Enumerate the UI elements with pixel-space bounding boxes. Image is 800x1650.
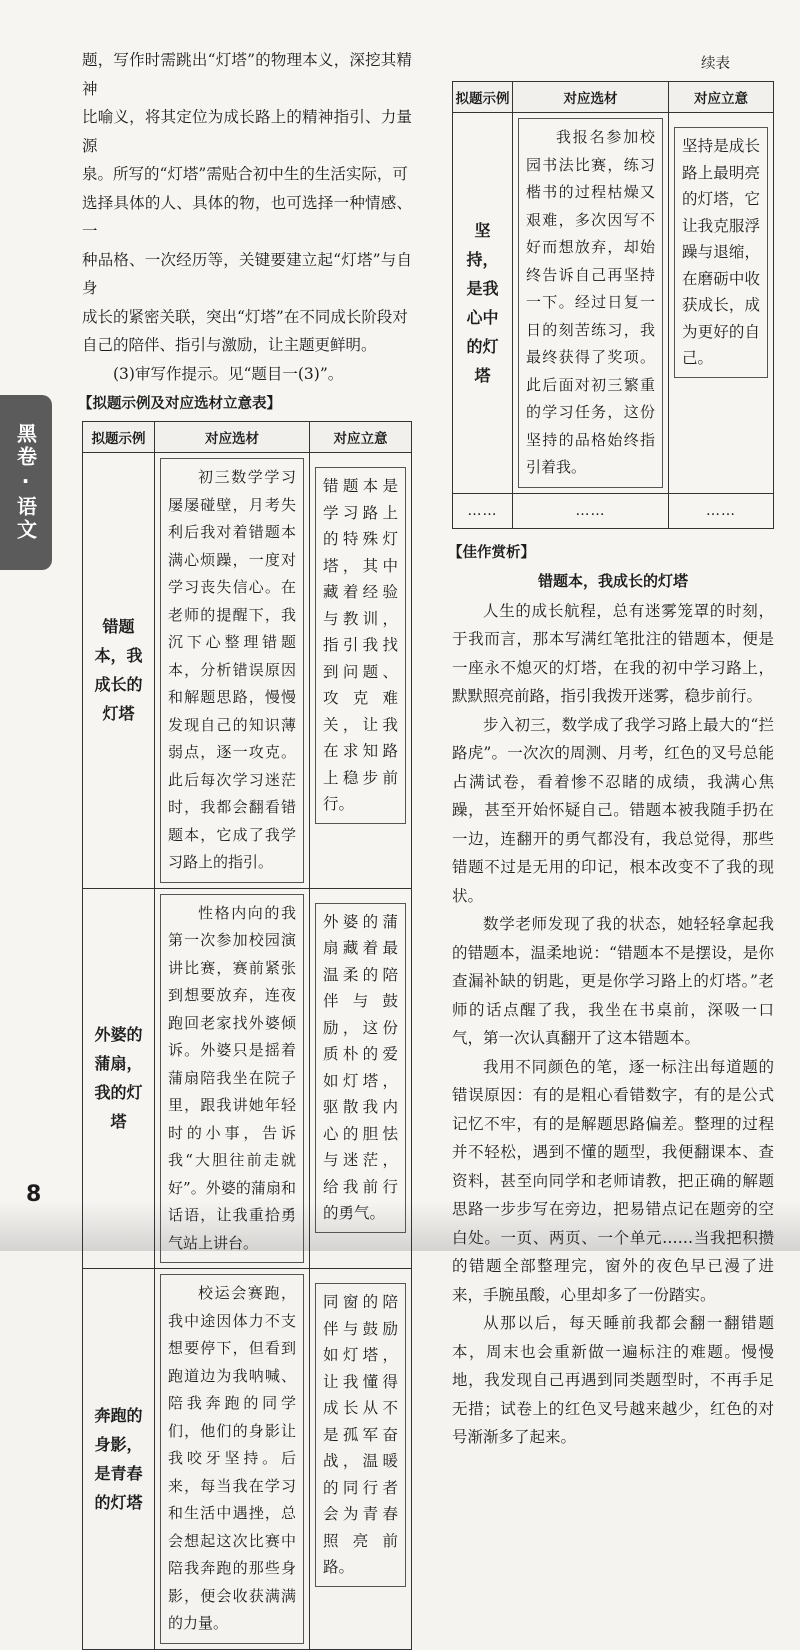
table-row [83, 1269, 412, 1650]
header-idea: 对应立意 [310, 422, 412, 453]
table-header-row [83, 422, 412, 453]
material-text: 我报名参加校园书法比赛，练习楷书的过程枯燥又艰难，多次因写不好而想放弃，却始终告诉自己再坚持一下。经过日复一日的刻苦练习，我最终获得了奖项。此后面对初三繁重的学习任务，这份坚持的品格始终指引着我。 [518, 118, 663, 488]
essay-paragraph: 人生的成长航程，总有迷雾笼罩的时刻，于我而言，那本写满红笔批注的错题本，便是一座永不熄灭的灯塔，在我的初中学习路上，默默照亮前路，指引我拨开迷雾，稳步前行。 [452, 601, 774, 705]
material-cell [513, 113, 669, 494]
continued-table-label: 续表 [701, 56, 730, 72]
essay-paragraph: 步入初三，数学成了我学习路上最大的“拦路虎”。一次次的周测、月考，红色的叉号总能占满试卷，看着惨不忍睹的成绩，我满心焦躁，甚至开始怀疑自己。错题本被我随手扔在一边，连翻开的勇气都没有，我总觉得，那些错题不过是无用的印记，根本改变不了我的现状。 [452, 715, 774, 905]
intro-line: 题，写作时需跳出“灯塔”的物理本义，深挖其精神 [82, 51, 412, 98]
idea-text: 外婆的蒲扇藏着最温柔的陪伴与鼓励，这份质朴的爱如灯塔，驱散我内心的胆怯与迷茫，给我前行的勇气。 [315, 903, 406, 1233]
material-text: 校运会赛跑，我中途因体力不支想要停下，但看到跑道边为我呐喊、陪我奔跑的同学们，他们的身影让我咬牙坚持。后来，每当我在学习和生活中遇挫，总会想起这次比赛中陪我奔跑的那些身影，便会收获满满的力量。 [160, 1274, 304, 1644]
example-title: 错题本，我成长的灯塔 [83, 453, 155, 889]
intro-paragraph [82, 46, 412, 360]
essay-paragraph: 从那以后，每天睡前我都会翻一翻错题本，周末也会重新做一遍标注的难题。慢慢地，我发现自己再遇到同类题型时，不再手足无措；试卷上的红色叉号越来越少，红色的对号渐渐多了起来。 [452, 1314, 774, 1446]
header-material: 对应选材 [513, 82, 669, 113]
continued-table [452, 81, 774, 529]
title-example-table [82, 421, 412, 1650]
ellipsis-row [453, 493, 774, 528]
table-row [453, 113, 774, 494]
intro-line: 比喻义，将其定位为成长路上的精神指引、力量源 [82, 108, 412, 155]
ellipsis-cell: …… [669, 493, 774, 528]
essay-paragraph: 数学老师发现了我的状态，她轻轻拿起我的错题本，温柔地说：“错题本不是摆设，是你查漏补缺的钥匙，更是你学习路上的灯塔。”老师的话点醒了我，我坐在书桌前，深吸一口气，第一次认真翻开了这本错题本。 [452, 915, 774, 1047]
idea-text: 同窗的陪伴与鼓励如灯塔，让我懂得成长从不是孤军奋战，温暖的同行者会为青春照亮前路。 [315, 1283, 406, 1587]
essay-title: 错题本，我成长的灯塔 [537, 571, 688, 590]
ellipsis-cell: …… [453, 493, 513, 528]
material-cell [155, 1269, 310, 1650]
material-cell [155, 888, 310, 1269]
step-three-note: (3)审写作提示。见“题目一(3)”。 [113, 364, 344, 383]
subject-side-tab: 黑卷·语文 [0, 395, 52, 570]
table-header-row [453, 82, 774, 113]
idea-text: 错题本是学习路上的特殊灯塔，其中藏着经验与教训，指引我找到问题、攻克难关，让我在求知路上稳步前行。 [315, 467, 406, 824]
intro-line: 泉。所写的“灯塔”需贴合初中生的生活实际，可 [82, 165, 408, 183]
header-material: 对应选材 [155, 422, 310, 453]
idea-cell [669, 113, 774, 494]
idea-cell [310, 1269, 412, 1650]
example-title: 外婆的蒲扇，我的灯塔 [83, 888, 155, 1269]
right-column [448, 52, 774, 1452]
intro-line: 自己的陪伴、指引与激励，让主题更鲜明。 [82, 336, 377, 354]
table-row [83, 453, 412, 889]
header-title-example: 拟题示例 [453, 82, 513, 113]
material-text: 初三数学学习屡屡碰壁，月考失利后我对着错题本满心烦躁，一度对学习丧失信心。在老师的提醒下，我沉下心整理错题本，分析错误原因和解题思路，慢慢发现自己的知识薄弱点，逐一攻克。此后每次学习迷茫时，我都会翻看错题本，它成了我学习路上的指引。 [160, 458, 304, 883]
idea-cell [310, 453, 412, 889]
material-cell [155, 453, 310, 889]
appreciation-heading: 【佳作赏析】 [448, 544, 535, 561]
table-row [83, 888, 412, 1269]
ellipsis-cell: …… [513, 493, 669, 528]
idea-text: 坚持是成长路上最明亮的灯塔，它让我克服浮躁与退缩，在磨砺中收获成长，成为更好的自己。 [674, 127, 768, 378]
left-column [78, 46, 412, 1650]
example-title: 坚持，是我心中的灯塔 [453, 113, 513, 494]
intro-line: 成长的紧密关联，突出“灯塔”在不同成长阶段对 [82, 307, 408, 326]
material-text: 性格内向的我第一次参加校园演讲比赛，赛前紧张到想要放弃，连夜跑回老家找外婆倾诉。外婆只是摇着蒲扇陪我坐在院子里，跟我讲她年轻时的小事，告诉我“大胆往前走就好”。外婆的蒲扇和话语，让我重拾勇气站上讲台。 [160, 894, 304, 1264]
intro-line: 选择具体的人、具体的物，也可选择一种情感、一 [82, 193, 412, 240]
intro-line: 种品格、一次经历等，关键要建立起“灯塔”与自身 [82, 250, 412, 297]
essay-body [452, 597, 774, 1452]
idea-cell [310, 888, 412, 1269]
header-title-example: 拟题示例 [83, 422, 155, 453]
example-title: 奔跑的身影，是青春的灯塔 [83, 1269, 155, 1650]
header-idea: 对应立意 [669, 82, 774, 113]
essay-paragraph: 我用不同颜色的笔，逐一标注出每道题的错误原因：有的是粗心看错数字，有的是公式记忆不牢，有的是解题思路偏差。整理的过程并不轻松，遇到不懂的题型，我便翻课本、查资料，甚至向同学和老师请教，把正确的解题思路一步步写在旁边，把易错点记在题旁的空白处。一页、两页、一个单元……当我把积攒的错题全部整理完，窗外的夜色早已漫了进来，手腕虽酸，心里却多了一份踏实。 [452, 1057, 774, 1304]
page-number: 8 [26, 1182, 42, 1207]
table-heading: 【拟题示例及对应选材立意表】 [78, 396, 281, 412]
